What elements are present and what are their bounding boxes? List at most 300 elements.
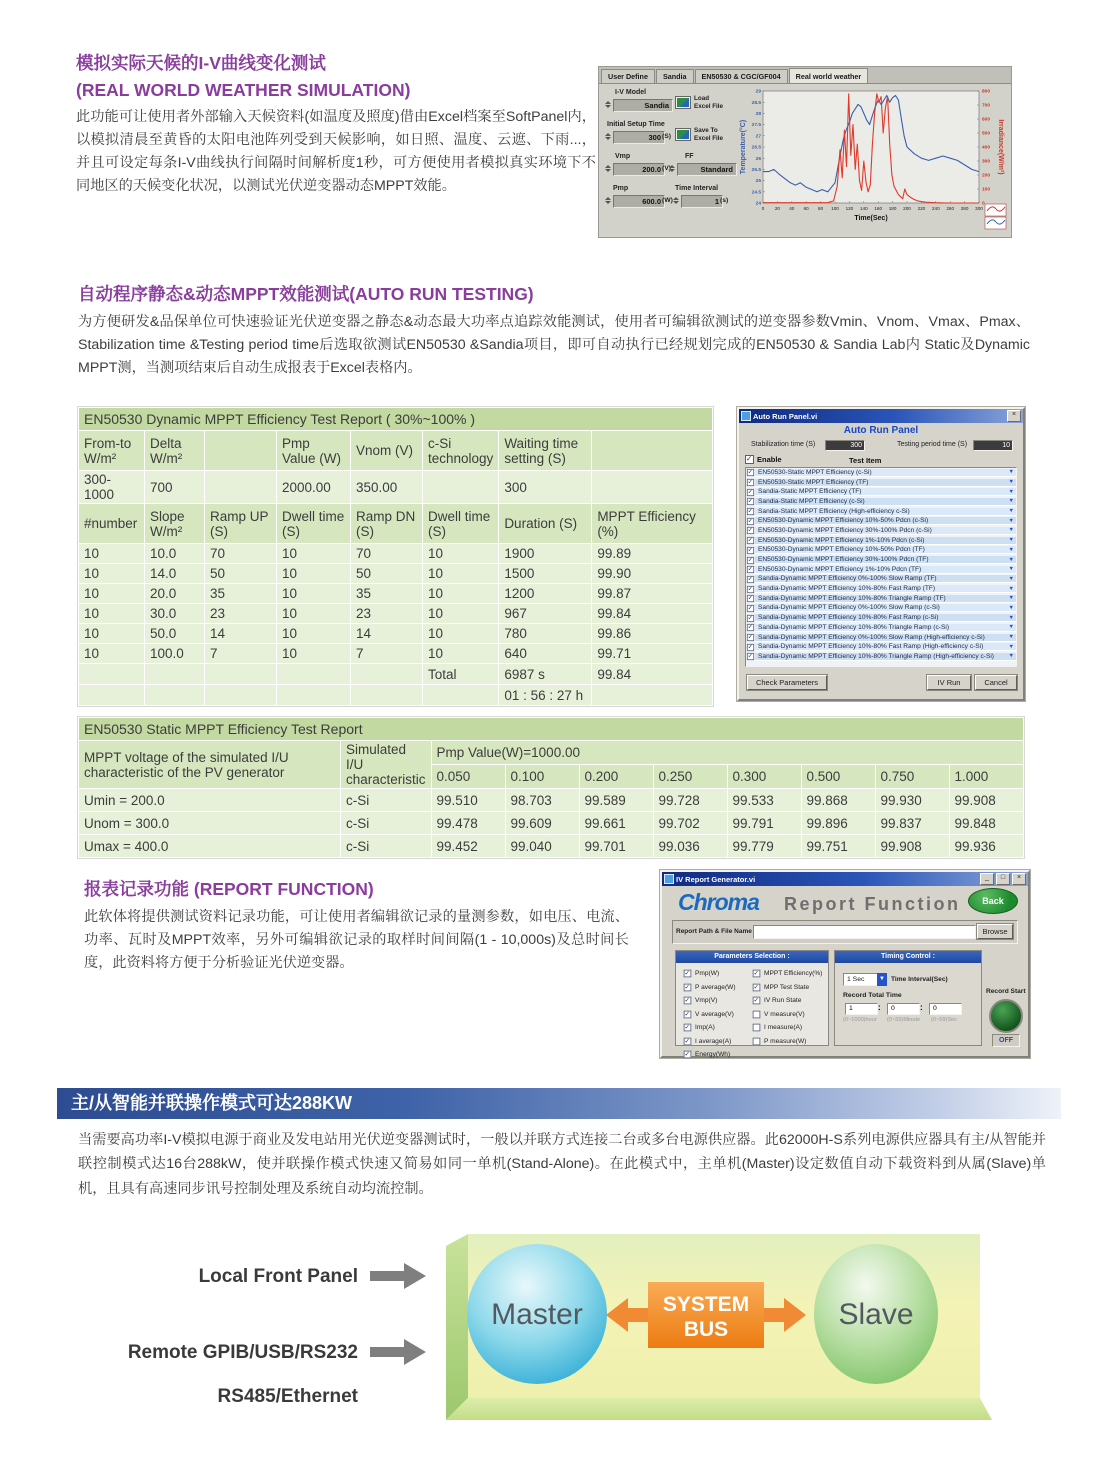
table-cell: 10.0 bbox=[145, 544, 205, 564]
parameter-checkbox-row[interactable]: I measure(A) bbox=[752, 1021, 826, 1035]
table-cell: 99.90 bbox=[592, 564, 713, 584]
table-cell: c-Si bbox=[341, 812, 432, 835]
pmp-input[interactable]: 600.0 bbox=[613, 195, 665, 208]
sub-header-cell: 0.200 bbox=[579, 765, 653, 789]
excel-button-label: Save To Excel File bbox=[694, 127, 724, 142]
report-window-heading: Report Function bbox=[784, 894, 961, 914]
table-cell: 99.908 bbox=[949, 789, 1023, 812]
table-cell: 10 bbox=[277, 544, 351, 564]
back-button[interactable]: Back bbox=[968, 888, 1018, 914]
table-cell: 6987 s bbox=[499, 664, 592, 685]
table-cell: Unom = 300.0 bbox=[79, 812, 341, 835]
slave-label: Slave bbox=[838, 1298, 914, 1331]
table-cell: Umin = 200.0 bbox=[79, 789, 341, 812]
table-cell bbox=[351, 685, 423, 706]
checkbox-icon[interactable] bbox=[684, 1051, 692, 1059]
table-cell: 14 bbox=[351, 624, 423, 644]
table-cell: Slope W/m² bbox=[145, 504, 205, 544]
checkbox-icon[interactable] bbox=[753, 1010, 761, 1018]
table-cell: 2000.00 bbox=[277, 471, 351, 504]
close-icon[interactable]: × bbox=[1007, 410, 1021, 422]
table-cell: 100.0 bbox=[145, 644, 205, 664]
table-cell: 99.036 bbox=[653, 835, 727, 858]
tab-real-world-weather[interactable]: Real world weather bbox=[789, 68, 869, 83]
test-item-checkbox[interactable] bbox=[747, 527, 754, 534]
test-item-checkbox[interactable] bbox=[747, 489, 754, 496]
table-cell: 99.791 bbox=[727, 812, 801, 835]
testing-period-label: Testing period time (S) bbox=[897, 441, 968, 448]
svg-text:Temperature(°C): Temperature(°C) bbox=[740, 119, 747, 175]
test-item-checkbox[interactable] bbox=[747, 624, 754, 631]
chevron-down-icon[interactable]: ▼ bbox=[1008, 585, 1014, 592]
table-cell: 99.510 bbox=[431, 789, 505, 812]
table-cell: 99.751 bbox=[801, 835, 875, 858]
table-cell: 1500 bbox=[499, 564, 592, 584]
test-item-checkbox[interactable] bbox=[747, 585, 754, 592]
chevron-down-icon[interactable]: ▼ bbox=[1008, 624, 1014, 631]
parameters-selection-header: Parameters Selection : bbox=[676, 951, 828, 963]
table-cell: 967 bbox=[499, 604, 592, 624]
checkbox-icon[interactable] bbox=[684, 1037, 692, 1045]
timing-control-header: Timing Control : bbox=[835, 951, 981, 963]
test-item-row[interactable] bbox=[746, 497, 1016, 507]
vmp-input[interactable]: 200.0 bbox=[613, 163, 665, 176]
test-item-bar[interactable]: Sandia-Dynamic MPPT Efficiency 10%-80% Fast Ramp (c-Si) ▼ bbox=[755, 614, 1016, 622]
table-cell: 99.848 bbox=[949, 812, 1023, 835]
auto-run-window-title: Auto Run Panel.vi bbox=[753, 411, 818, 421]
table-cell: 1900 bbox=[499, 544, 592, 564]
table-cell: Delta W/m² bbox=[145, 431, 205, 471]
table-cell bbox=[423, 471, 499, 504]
test-item-checkbox[interactable] bbox=[747, 469, 754, 476]
svg-text:100: 100 bbox=[982, 187, 991, 193]
test-item-row[interactable] bbox=[746, 487, 1016, 497]
parameter-checkbox-row[interactable]: V measure(V) bbox=[752, 1008, 826, 1022]
test-item-row[interactable] bbox=[746, 478, 1016, 488]
table-cell: c-Si bbox=[341, 835, 432, 858]
minimize-icon[interactable]: _ bbox=[980, 873, 994, 885]
table-cell bbox=[79, 685, 145, 706]
table-cell: 99.040 bbox=[505, 835, 579, 858]
parameter-checkbox-row[interactable]: ✓ IV Run State bbox=[752, 994, 826, 1008]
system-bus-label-2: BUS bbox=[683, 1318, 729, 1341]
svg-text:Time(Sec): Time(Sec) bbox=[854, 215, 888, 222]
test-item-bar[interactable]: EN50530-Dynamic MPPT Efficiency 30%-100% Pdcn (c-Si) ▼ bbox=[755, 527, 1016, 535]
test-item-checkbox[interactable] bbox=[747, 547, 754, 554]
svg-text:40: 40 bbox=[789, 206, 795, 211]
col-header-2: Simulated I/U characteristic bbox=[341, 741, 432, 789]
test-item-bar[interactable]: Sandia-Dynamic MPPT Efficiency 10%-80% Triangle Ramp (c-Si) ▼ bbox=[755, 624, 1016, 632]
table-cell: 99.71 bbox=[592, 644, 713, 664]
test-item-bar[interactable]: Sandia-Dynamic MPPT Efficiency 10%-80% Triangle Ramp (High-efficiency c-Si) ▼ bbox=[755, 653, 1016, 661]
checkbox-icon[interactable] bbox=[753, 1037, 761, 1045]
table-cell: From-to W/m² bbox=[79, 431, 145, 471]
chevron-down-icon[interactable]: ▼ bbox=[1008, 537, 1014, 544]
save-to-excel-button[interactable] bbox=[675, 127, 723, 143]
svg-text:500: 500 bbox=[982, 131, 991, 137]
spinner-icon[interactable] bbox=[605, 195, 611, 206]
test-item-checkbox[interactable] bbox=[747, 615, 754, 622]
parameter-checkbox-row[interactable]: ✓ P average(W) bbox=[683, 981, 749, 995]
excel-button-label: Load Excel File bbox=[694, 95, 724, 110]
enable-all-checkbox[interactable] bbox=[745, 455, 754, 464]
table-cell: 10 bbox=[79, 584, 145, 604]
i-v-model-input[interactable]: Sandia bbox=[613, 99, 673, 112]
table-cell bbox=[205, 471, 277, 504]
table-cell: 99.84 bbox=[592, 604, 713, 624]
svg-text:600: 600 bbox=[982, 117, 991, 123]
checkbox-icon[interactable] bbox=[753, 997, 761, 1005]
svg-text:20: 20 bbox=[774, 206, 780, 211]
parameter-checkbox-row[interactable]: ✓ MPP Test State bbox=[752, 981, 826, 995]
spinner-icon[interactable] bbox=[673, 195, 679, 206]
parameters-selection-group bbox=[675, 950, 829, 1059]
chevron-down-icon[interactable]: ▼ bbox=[1008, 469, 1014, 476]
testing-period-input[interactable]: 10 bbox=[973, 440, 1013, 451]
table-cell bbox=[351, 664, 423, 685]
static-mppt-table bbox=[78, 717, 1024, 858]
test-item-checkbox[interactable] bbox=[747, 566, 754, 573]
sub-header-cell: 0.300 bbox=[727, 765, 801, 789]
weather-sim-screenshot bbox=[598, 66, 1012, 238]
test-item-row[interactable] bbox=[746, 468, 1016, 478]
chevron-down-icon[interactable]: ▼ bbox=[1008, 575, 1014, 582]
chevron-down-icon[interactable]: ▼ bbox=[1008, 556, 1014, 563]
table-cell: Ramp UP (S) bbox=[205, 504, 277, 544]
table-cell: 99.896 bbox=[801, 812, 875, 835]
test-item-checkbox[interactable] bbox=[747, 644, 754, 651]
checkbox-icon[interactable] bbox=[753, 1024, 761, 1032]
svg-text:800: 800 bbox=[982, 89, 991, 95]
table-cell: 99.779 bbox=[727, 835, 801, 858]
chevron-down-icon[interactable]: ▼ bbox=[1008, 527, 1014, 534]
chevron-down-icon[interactable]: ▼ bbox=[877, 973, 887, 986]
test-item-bar[interactable]: EN50530-Dynamic MPPT Efficiency 30%-100% Pdcn (TF) ▼ bbox=[755, 556, 1016, 564]
stabilization-time-label: Stabilization time (S) bbox=[751, 441, 816, 448]
checkbox-icon[interactable] bbox=[684, 1010, 692, 1018]
test-item-bar[interactable]: Sandia-Static MPPT Efficiency (High-efficiency c-Si) ▼ bbox=[755, 508, 1016, 516]
table-cell: Dwell time (S) bbox=[277, 504, 351, 544]
test-item-checkbox[interactable] bbox=[747, 479, 754, 486]
time-interval-select[interactable]: 1 Sec bbox=[843, 973, 882, 986]
chevron-down-icon[interactable]: ▼ bbox=[1008, 488, 1014, 495]
table-cell: 01 : 56 : 27 h bbox=[499, 685, 592, 706]
check-parameters-button[interactable]: Check Parameters bbox=[747, 675, 827, 690]
auto-run-titlebar bbox=[739, 409, 1023, 423]
time-interval-input[interactable]: 1 bbox=[681, 195, 723, 208]
master-label: Master bbox=[491, 1298, 583, 1331]
table-cell: #number bbox=[79, 504, 145, 544]
weather-body: 此功能可让使用者外部输入天候资料(如温度及照度)借由Excel档案至SoftPanel内，以模拟清晨至黄昏的太阳电池阵列受到天候影响，如日照、温度、云遮、下雨...，并且可设定每条I-V曲线执行间隔时间解析度1秒，可方便使用者模拟真实环境下不同地区的天候变化状况，以测试光伏逆变器动态MPPT效能。 bbox=[76, 109, 596, 195]
unit-label: (W) bbox=[662, 197, 673, 204]
test-item-checkbox[interactable] bbox=[747, 576, 754, 583]
pmp-header: Pmp Value(W)=1000.00 bbox=[431, 741, 1023, 765]
table-cell bbox=[79, 664, 145, 685]
test-item-row[interactable] bbox=[746, 613, 1016, 623]
table-cell: 14.0 bbox=[145, 564, 205, 584]
test-item-row[interactable] bbox=[746, 623, 1016, 633]
table-cell bbox=[423, 685, 499, 706]
test-item-row[interactable] bbox=[746, 575, 1016, 585]
hours-hint: (0~1000)hour bbox=[843, 1017, 877, 1023]
test-item-bar[interactable]: Sandia-Static MPPT Efficiency (TF) ▼ bbox=[755, 488, 1016, 496]
time-interval-label: Time Interval(Sec) bbox=[891, 976, 948, 983]
parameter-checkbox-row[interactable]: ✓ MPPT Efficiency(%) bbox=[752, 967, 826, 981]
box-left-edge bbox=[446, 1234, 468, 1420]
test-item-list bbox=[745, 467, 1017, 667]
svg-text:29: 29 bbox=[755, 89, 761, 95]
unit-label: (S) bbox=[662, 133, 672, 140]
test-item-bar[interactable]: EN50530-Dynamic MPPT Efficiency 10%-50% Pdcn (c-Si) ▼ bbox=[755, 517, 1016, 525]
table-cell: 35 bbox=[205, 584, 277, 604]
table-cell: 99.728 bbox=[653, 789, 727, 812]
ff-input[interactable]: Standard bbox=[677, 163, 737, 176]
test-item-bar[interactable]: Sandia-Static MPPT Efficiency (c-Si) ▼ bbox=[755, 498, 1016, 506]
test-item-bar[interactable]: Sandia-Dynamic MPPT Efficiency 10%-80% Triangle Ramp (TF) ▼ bbox=[755, 595, 1016, 603]
table-cell: 99.661 bbox=[579, 812, 653, 835]
close-icon[interactable]: × bbox=[1012, 873, 1026, 885]
table-cell: 99.478 bbox=[431, 812, 505, 835]
browse-button[interactable]: Browse bbox=[977, 924, 1013, 939]
svg-text:700: 700 bbox=[982, 103, 991, 109]
chroma-logo: Chroma bbox=[678, 889, 759, 915]
svg-text:260: 260 bbox=[946, 206, 955, 211]
weather-controls bbox=[599, 83, 737, 237]
report-function-window bbox=[660, 870, 1030, 1058]
table-cell bbox=[277, 685, 351, 706]
tab-user-define[interactable]: User Define bbox=[601, 69, 655, 83]
parameter-checkboxes-left bbox=[683, 967, 749, 1062]
table-cell: 10 bbox=[423, 624, 499, 644]
test-item-checkbox[interactable] bbox=[747, 518, 754, 525]
svg-text:27: 27 bbox=[755, 134, 761, 140]
svg-text:240: 240 bbox=[931, 206, 940, 211]
test-item-bar[interactable]: EN50530-Dynamic MPPT Efficiency 1%-10% Pdcn (c-Si) ▼ bbox=[755, 537, 1016, 545]
table-cell: 10 bbox=[79, 604, 145, 624]
table-cell: Pmp Value (W) bbox=[277, 431, 351, 471]
table-cell: 300-1000 bbox=[79, 471, 145, 504]
test-item-bar[interactable]: Sandia-Dynamic MPPT Efficiency 0%-100% Slow Ramp (TF) ▼ bbox=[755, 575, 1016, 583]
sub-header-cell: 1.000 bbox=[949, 765, 1023, 789]
checkbox-icon[interactable] bbox=[753, 983, 761, 991]
weather-chart bbox=[737, 85, 1009, 233]
record-minutes-input[interactable]: 0 bbox=[887, 1003, 920, 1015]
table-cell: 640 bbox=[499, 644, 592, 664]
test-item-checkbox[interactable] bbox=[747, 556, 754, 563]
test-item-bar[interactable]: EN50530-Static MPPT Efficiency (c-Si) ▼ bbox=[755, 469, 1016, 477]
table-cell: 14 bbox=[205, 624, 277, 644]
table-cell bbox=[205, 431, 277, 471]
test-item-row[interactable] bbox=[746, 584, 1016, 594]
initial-setup-time-input[interactable]: 300 bbox=[613, 131, 665, 144]
tab-sandia[interactable]: Sandia bbox=[656, 69, 694, 83]
test-item-checkbox[interactable] bbox=[747, 537, 754, 544]
table-cell bbox=[592, 431, 713, 471]
sub-header-cell: 0.500 bbox=[801, 765, 875, 789]
test-item-row[interactable] bbox=[746, 555, 1016, 565]
tab-en50530-cgc-gf004[interactable]: EN50530 & CGC/GF004 bbox=[695, 69, 788, 83]
timing-control-group: Timing Control : 1 Sec ▼ Time Interval(Sec) Record Total Time 1 : 0 : 0 (0~1000)hour (0~59)Minute (0~59)Sec bbox=[834, 950, 982, 1046]
checkbox-icon[interactable] bbox=[684, 997, 692, 1005]
table-cell: 99.609 bbox=[505, 812, 579, 835]
weather-tab-bar bbox=[599, 67, 1011, 84]
chevron-down-icon[interactable]: ▼ bbox=[1008, 614, 1014, 621]
cancel-button[interactable]: Cancel bbox=[975, 675, 1017, 690]
table-cell: 99.87 bbox=[592, 584, 713, 604]
test-item-checkbox[interactable] bbox=[747, 508, 754, 515]
table-cell: 10 bbox=[423, 564, 499, 584]
test-item-bar[interactable]: EN50530-Dynamic MPPT Efficiency 1%-10% Pdcn (TF) ▼ bbox=[755, 566, 1016, 574]
table-cell: 23 bbox=[351, 604, 423, 624]
table-cell: 10 bbox=[79, 624, 145, 644]
test-item-row[interactable] bbox=[746, 507, 1016, 517]
chevron-down-icon[interactable]: ▼ bbox=[1008, 508, 1014, 515]
unit-label: (V) bbox=[662, 165, 672, 172]
table-cell: 20.0 bbox=[145, 584, 205, 604]
parameter-checkbox-row[interactable]: ✓ Imp(A) bbox=[683, 1021, 749, 1035]
svg-text:60: 60 bbox=[803, 206, 809, 211]
auto-run-panel-title: Auto Run Panel bbox=[843, 425, 919, 436]
test-item-bar[interactable]: Sandia-Dynamic MPPT Efficiency 0%-100% Slow Ramp (High-efficiency c-Si) ▼ bbox=[755, 634, 1016, 642]
chevron-down-icon[interactable]: ▼ bbox=[1008, 595, 1014, 602]
table-cell: Duration (S) bbox=[499, 504, 592, 544]
iv-run-button[interactable]: IV Run bbox=[927, 675, 971, 690]
test-item-bar[interactable]: Sandia-Dynamic MPPT Efficiency 0%-100% Slow Ramp (c-Si) ▼ bbox=[755, 604, 1016, 612]
stabilization-time-input[interactable]: 300 bbox=[825, 440, 865, 451]
table-cell: 10 bbox=[79, 544, 145, 564]
table-cell: 99.930 bbox=[875, 789, 949, 812]
checkbox-icon[interactable] bbox=[684, 983, 692, 991]
test-item-bar[interactable]: EN50530-Static MPPT Efficiency (TF) ▼ bbox=[755, 479, 1016, 487]
table-cell: 10 bbox=[277, 564, 351, 584]
parameter-checkbox-row[interactable]: P measure(W) bbox=[752, 1035, 826, 1049]
test-item-checkbox[interactable] bbox=[747, 595, 754, 602]
enable-header bbox=[745, 455, 782, 464]
report-titlebar bbox=[662, 872, 1028, 886]
spinner-icon[interactable] bbox=[669, 163, 675, 174]
checkbox-icon[interactable] bbox=[684, 1024, 692, 1032]
vmp-label: Vmp bbox=[615, 153, 631, 160]
chevron-down-icon[interactable]: ▼ bbox=[1008, 566, 1014, 573]
chevron-down-icon[interactable]: ▼ bbox=[1008, 604, 1014, 611]
test-item-checkbox[interactable] bbox=[747, 634, 754, 641]
svg-text:300: 300 bbox=[982, 159, 991, 165]
chevron-down-icon[interactable]: ▼ bbox=[1008, 653, 1014, 660]
table-cell: 70 bbox=[351, 544, 423, 564]
table-cell: 700 bbox=[145, 471, 205, 504]
table-cell: 10 bbox=[423, 644, 499, 664]
excel-file-icon bbox=[675, 128, 691, 141]
test-item-row[interactable] bbox=[746, 516, 1016, 526]
report-heading: 报表记录功能 (REPORT FUNCTION) bbox=[84, 879, 374, 899]
checkbox-icon[interactable] bbox=[684, 970, 692, 978]
load-excel-button[interactable] bbox=[675, 95, 723, 111]
table-cell: 99.452 bbox=[431, 835, 505, 858]
test-item-row[interactable] bbox=[746, 633, 1016, 643]
table-cell: 99.84 bbox=[592, 664, 713, 685]
table-cell: 10 bbox=[277, 624, 351, 644]
chevron-down-icon[interactable]: ▼ bbox=[1008, 634, 1014, 641]
test-item-row[interactable] bbox=[746, 594, 1016, 604]
test-item-bar[interactable]: Sandia-Dynamic MPPT Efficiency 10%-80% Fast Ramp (High-efficiency c-Si) ▼ bbox=[755, 643, 1016, 651]
maximize-icon[interactable]: □ bbox=[996, 873, 1010, 885]
svg-text:28: 28 bbox=[755, 112, 761, 117]
minutes-hint: (0~59)Minute bbox=[887, 1017, 921, 1023]
rs485-ethernet-label: RS485/Ethernet bbox=[217, 1386, 358, 1407]
weather-heading-en: (REAL WORLD WEATHER SIMULATION) bbox=[76, 80, 411, 100]
window-icon bbox=[741, 411, 751, 421]
table-cell: Umax = 400.0 bbox=[79, 835, 341, 858]
spinner-icon[interactable] bbox=[605, 131, 611, 142]
sub-header-cell: 0.750 bbox=[875, 765, 949, 789]
chevron-down-icon[interactable]: ▼ bbox=[1008, 479, 1014, 486]
parameter-checkbox-row[interactable]: ✓ Energy(Wh) bbox=[683, 1048, 749, 1062]
spinner-icon[interactable] bbox=[605, 163, 611, 174]
parameter-checkbox-row[interactable]: ✓ Vmp(V) bbox=[683, 994, 749, 1008]
record-seconds-input[interactable]: 0 bbox=[929, 1003, 962, 1015]
table-cell: 99.89 bbox=[592, 544, 713, 564]
test-item-row[interactable] bbox=[746, 565, 1016, 575]
table-cell: 7 bbox=[351, 644, 423, 664]
record-start-button[interactable] bbox=[989, 999, 1023, 1033]
chevron-down-icon[interactable]: ▼ bbox=[1008, 498, 1014, 505]
spinner-icon[interactable] bbox=[605, 99, 611, 110]
initial-setup-time-label: Initial Setup Time bbox=[607, 121, 665, 128]
report-path-input[interactable] bbox=[753, 925, 976, 939]
parameter-checkbox-row[interactable]: ✓ Pmp(W) bbox=[683, 967, 749, 981]
table-cell bbox=[145, 664, 205, 685]
table-cell: 10 bbox=[277, 584, 351, 604]
table-cell: 99.837 bbox=[875, 812, 949, 835]
static-table-title: EN50530 Static MPPT Efficiency Test Report bbox=[79, 718, 1024, 741]
checkbox-icon[interactable] bbox=[753, 970, 761, 978]
test-item-checkbox[interactable] bbox=[747, 498, 754, 505]
parameter-checkbox-row[interactable]: ✓ I average(A) bbox=[683, 1035, 749, 1049]
test-item-checkbox[interactable] bbox=[747, 605, 754, 612]
ff-label: FF bbox=[685, 153, 694, 160]
test-item-bar[interactable]: Sandia-Dynamic MPPT Efficiency 10%-80% Fast Ramp (TF) ▼ bbox=[755, 585, 1016, 593]
record-hours-input[interactable]: 1 bbox=[845, 1003, 878, 1015]
test-item-row[interactable] bbox=[746, 526, 1016, 536]
sub-header-cell: 0.100 bbox=[505, 765, 579, 789]
svg-text:27.5: 27.5 bbox=[751, 123, 761, 129]
table-cell bbox=[205, 664, 277, 685]
chevron-down-icon[interactable]: ▼ bbox=[1008, 643, 1014, 650]
test-item-row[interactable] bbox=[746, 652, 1016, 662]
test-item-row[interactable] bbox=[746, 604, 1016, 614]
test-item-row[interactable] bbox=[746, 546, 1016, 556]
parameter-checkboxes-right bbox=[752, 967, 826, 1048]
svg-text:200: 200 bbox=[982, 173, 991, 179]
table-cell: 98.703 bbox=[505, 789, 579, 812]
system-bus-label-1: SYSTEM bbox=[662, 1293, 750, 1316]
test-item-row[interactable] bbox=[746, 536, 1016, 546]
table-cell bbox=[205, 685, 277, 706]
dynamic-table-title: EN50530 Dynamic MPPT Efficiency Test Report ( 30%~100% ) bbox=[79, 408, 713, 431]
test-item-row[interactable] bbox=[746, 642, 1016, 652]
test-item-checkbox[interactable] bbox=[747, 653, 754, 660]
parallel-body: 当需要高功率I-V模拟电源于商业及发电站用光伏逆变器测试时，一般以并联方式连接二台或多台电源供应器。此62000H-S系列电源供应器具有主/从智能并联控制模式达16台288kW，使并联操作模式快速又简易如同一单机(Stand-Alone)。在此模式中，主单机(Master)设定数值自动下载资料到从属(Slave)单机，且具有高速同步讯号控制处理及系统自动均流控制。 bbox=[78, 1132, 1046, 1197]
test-item-bar[interactable]: EN50530-Dynamic MPPT Efficiency 10%-50% Pdcn (TF) ▼ bbox=[755, 546, 1016, 554]
svg-text:200: 200 bbox=[903, 206, 911, 211]
weather-heading-zh: 模拟实际天候的I-V曲线变化测试 bbox=[76, 53, 326, 73]
chevron-down-icon[interactable]: ▼ bbox=[1008, 546, 1014, 553]
svg-text:300: 300 bbox=[975, 206, 983, 211]
chevron-down-icon[interactable]: ▼ bbox=[1008, 517, 1014, 524]
table-cell bbox=[277, 664, 351, 685]
svg-text:80: 80 bbox=[818, 206, 824, 211]
parameter-checkbox-row[interactable]: ✓ V average(V) bbox=[683, 1008, 749, 1022]
